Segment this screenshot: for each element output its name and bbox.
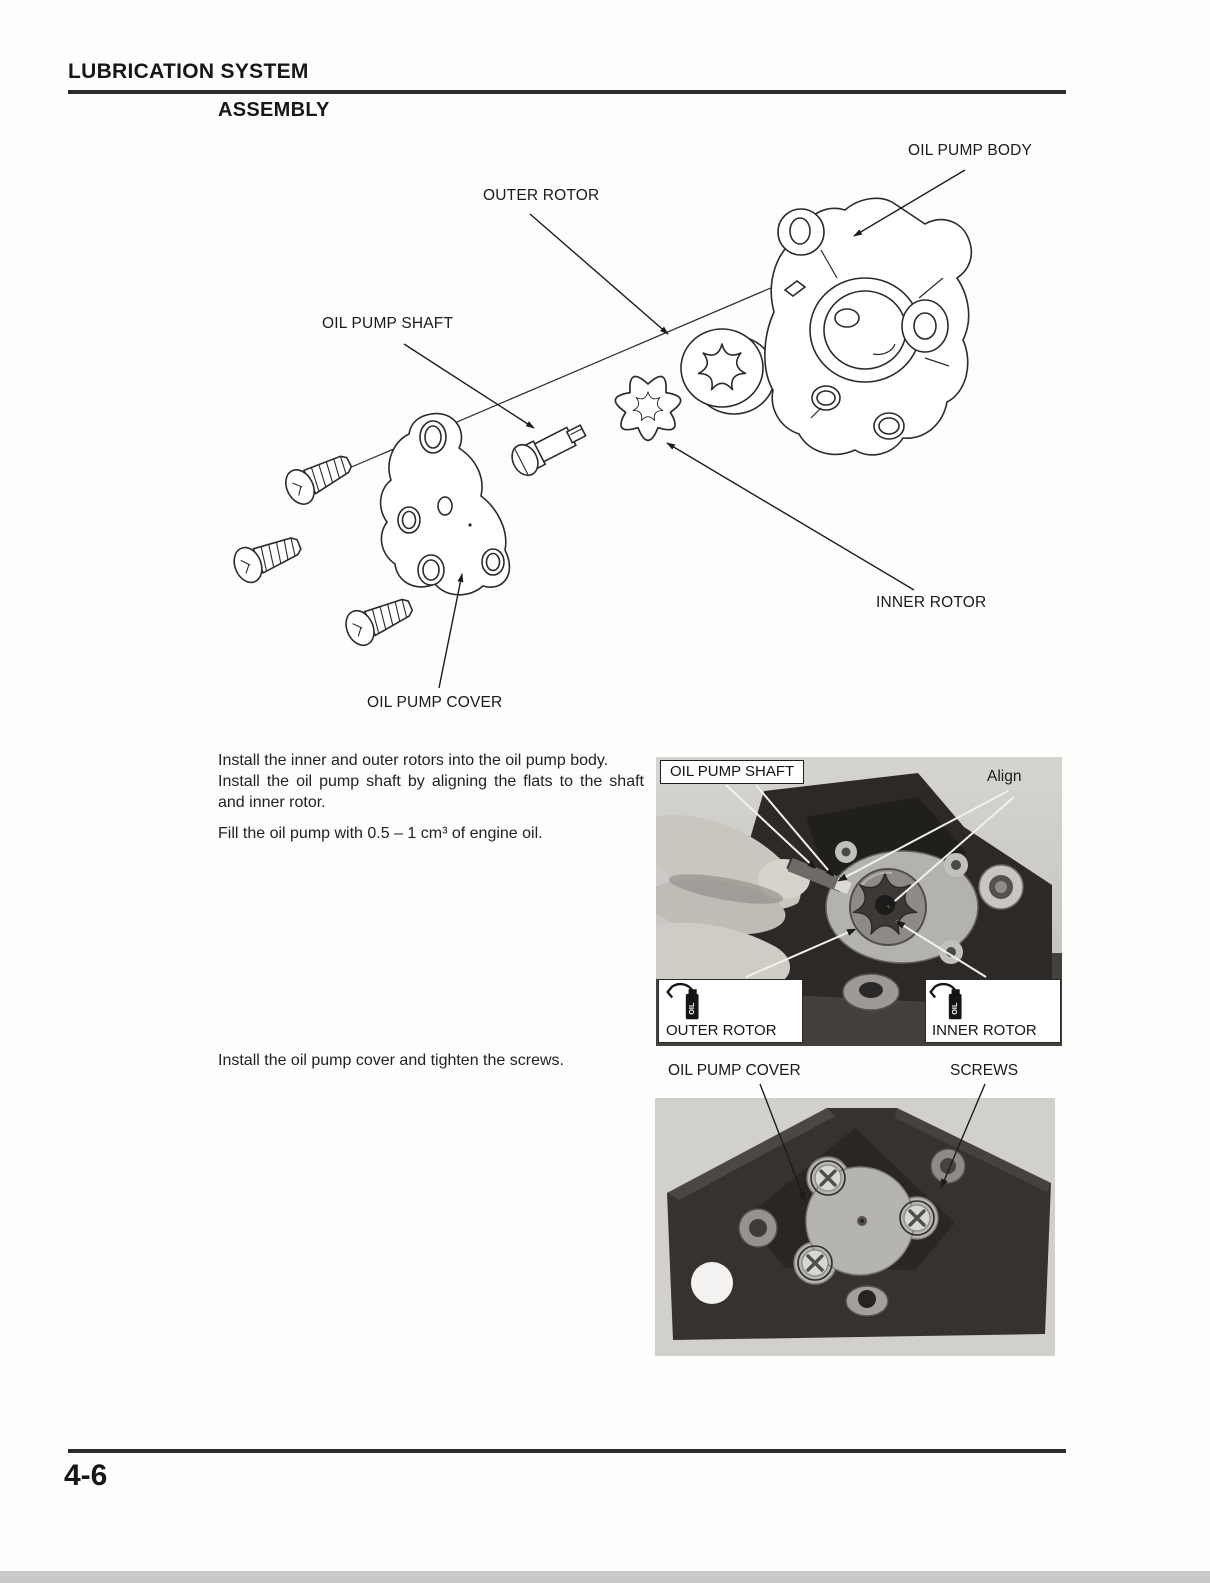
- instruction-step1c: Fill the oil pump with 0.5 – 1 cm³ of engine oil.: [218, 825, 543, 842]
- scan-edge-strip: [0, 1571, 1210, 1583]
- instruction-step2: Install the oil pump cover and tighten the screws.: [218, 1052, 564, 1069]
- photo1-label-outer-rotor: OUTER ROTOR: [666, 1022, 777, 1039]
- inner-rotor-part: [615, 376, 680, 440]
- photo2-label-oil-pump-cover: OIL PUMP COVER: [668, 1062, 801, 1079]
- screw-part: [229, 528, 306, 587]
- instruction-step1a: Install the inner and outer rotors into the oil pump body.: [218, 752, 609, 769]
- page-heading: ASSEMBLY: [218, 99, 330, 121]
- svg-text:OIL: OIL: [687, 1002, 696, 1015]
- page-number: 4-6: [64, 1459, 108, 1492]
- oil-pump-cover-part: [381, 414, 510, 595]
- instruction-block: [218, 750, 644, 844]
- photo1-label-outer-rotor-box: [658, 979, 803, 1043]
- screw-part: [280, 446, 357, 509]
- exploded-diagram: [225, 130, 1070, 735]
- photo2-image: [655, 1058, 1057, 1358]
- photo1-label-inner-rotor: INNER ROTOR: [932, 1022, 1037, 1039]
- diagram-label-inner-rotor: INNER ROTOR: [876, 594, 987, 611]
- diagram-label-oil-pump-shaft: OIL PUMP SHAFT: [322, 315, 454, 332]
- photo1-label-inner-rotor-box: [925, 979, 1061, 1043]
- oil-icon: [926, 982, 968, 1022]
- section-title: LUBRICATION SYSTEM: [68, 60, 309, 83]
- photo2-label-screws: SCREWS: [950, 1062, 1019, 1079]
- outer-rotor-part: [681, 329, 775, 414]
- diagram-label-oil-pump-body: OIL PUMP BODY: [908, 142, 1033, 159]
- diagram-label-oil-pump-cover: OIL PUMP COVER: [367, 694, 503, 711]
- photo-oil-pump-cover-install: [655, 1058, 1057, 1358]
- footer-rule: [68, 1449, 1066, 1453]
- oil-pump-shaft-part: [507, 416, 590, 479]
- photo-oil-pump-shaft-install: [656, 757, 1062, 1046]
- photo1-label-align: Align: [987, 768, 1022, 785]
- photo1-label-oil-pump-shaft: OIL PUMP SHAFT: [660, 760, 804, 784]
- instruction-step1b: Install the oil pump shaft by aligning the flats to the shaft and inner rotor.: [218, 773, 644, 811]
- oil-pump-body-part: [765, 198, 972, 455]
- screw-part: [341, 589, 418, 650]
- oil-icon: [663, 982, 705, 1022]
- diagram-label-outer-rotor: OUTER ROTOR: [483, 187, 600, 204]
- header-rule: [68, 90, 1066, 94]
- svg-text:OIL: OIL: [950, 1002, 959, 1015]
